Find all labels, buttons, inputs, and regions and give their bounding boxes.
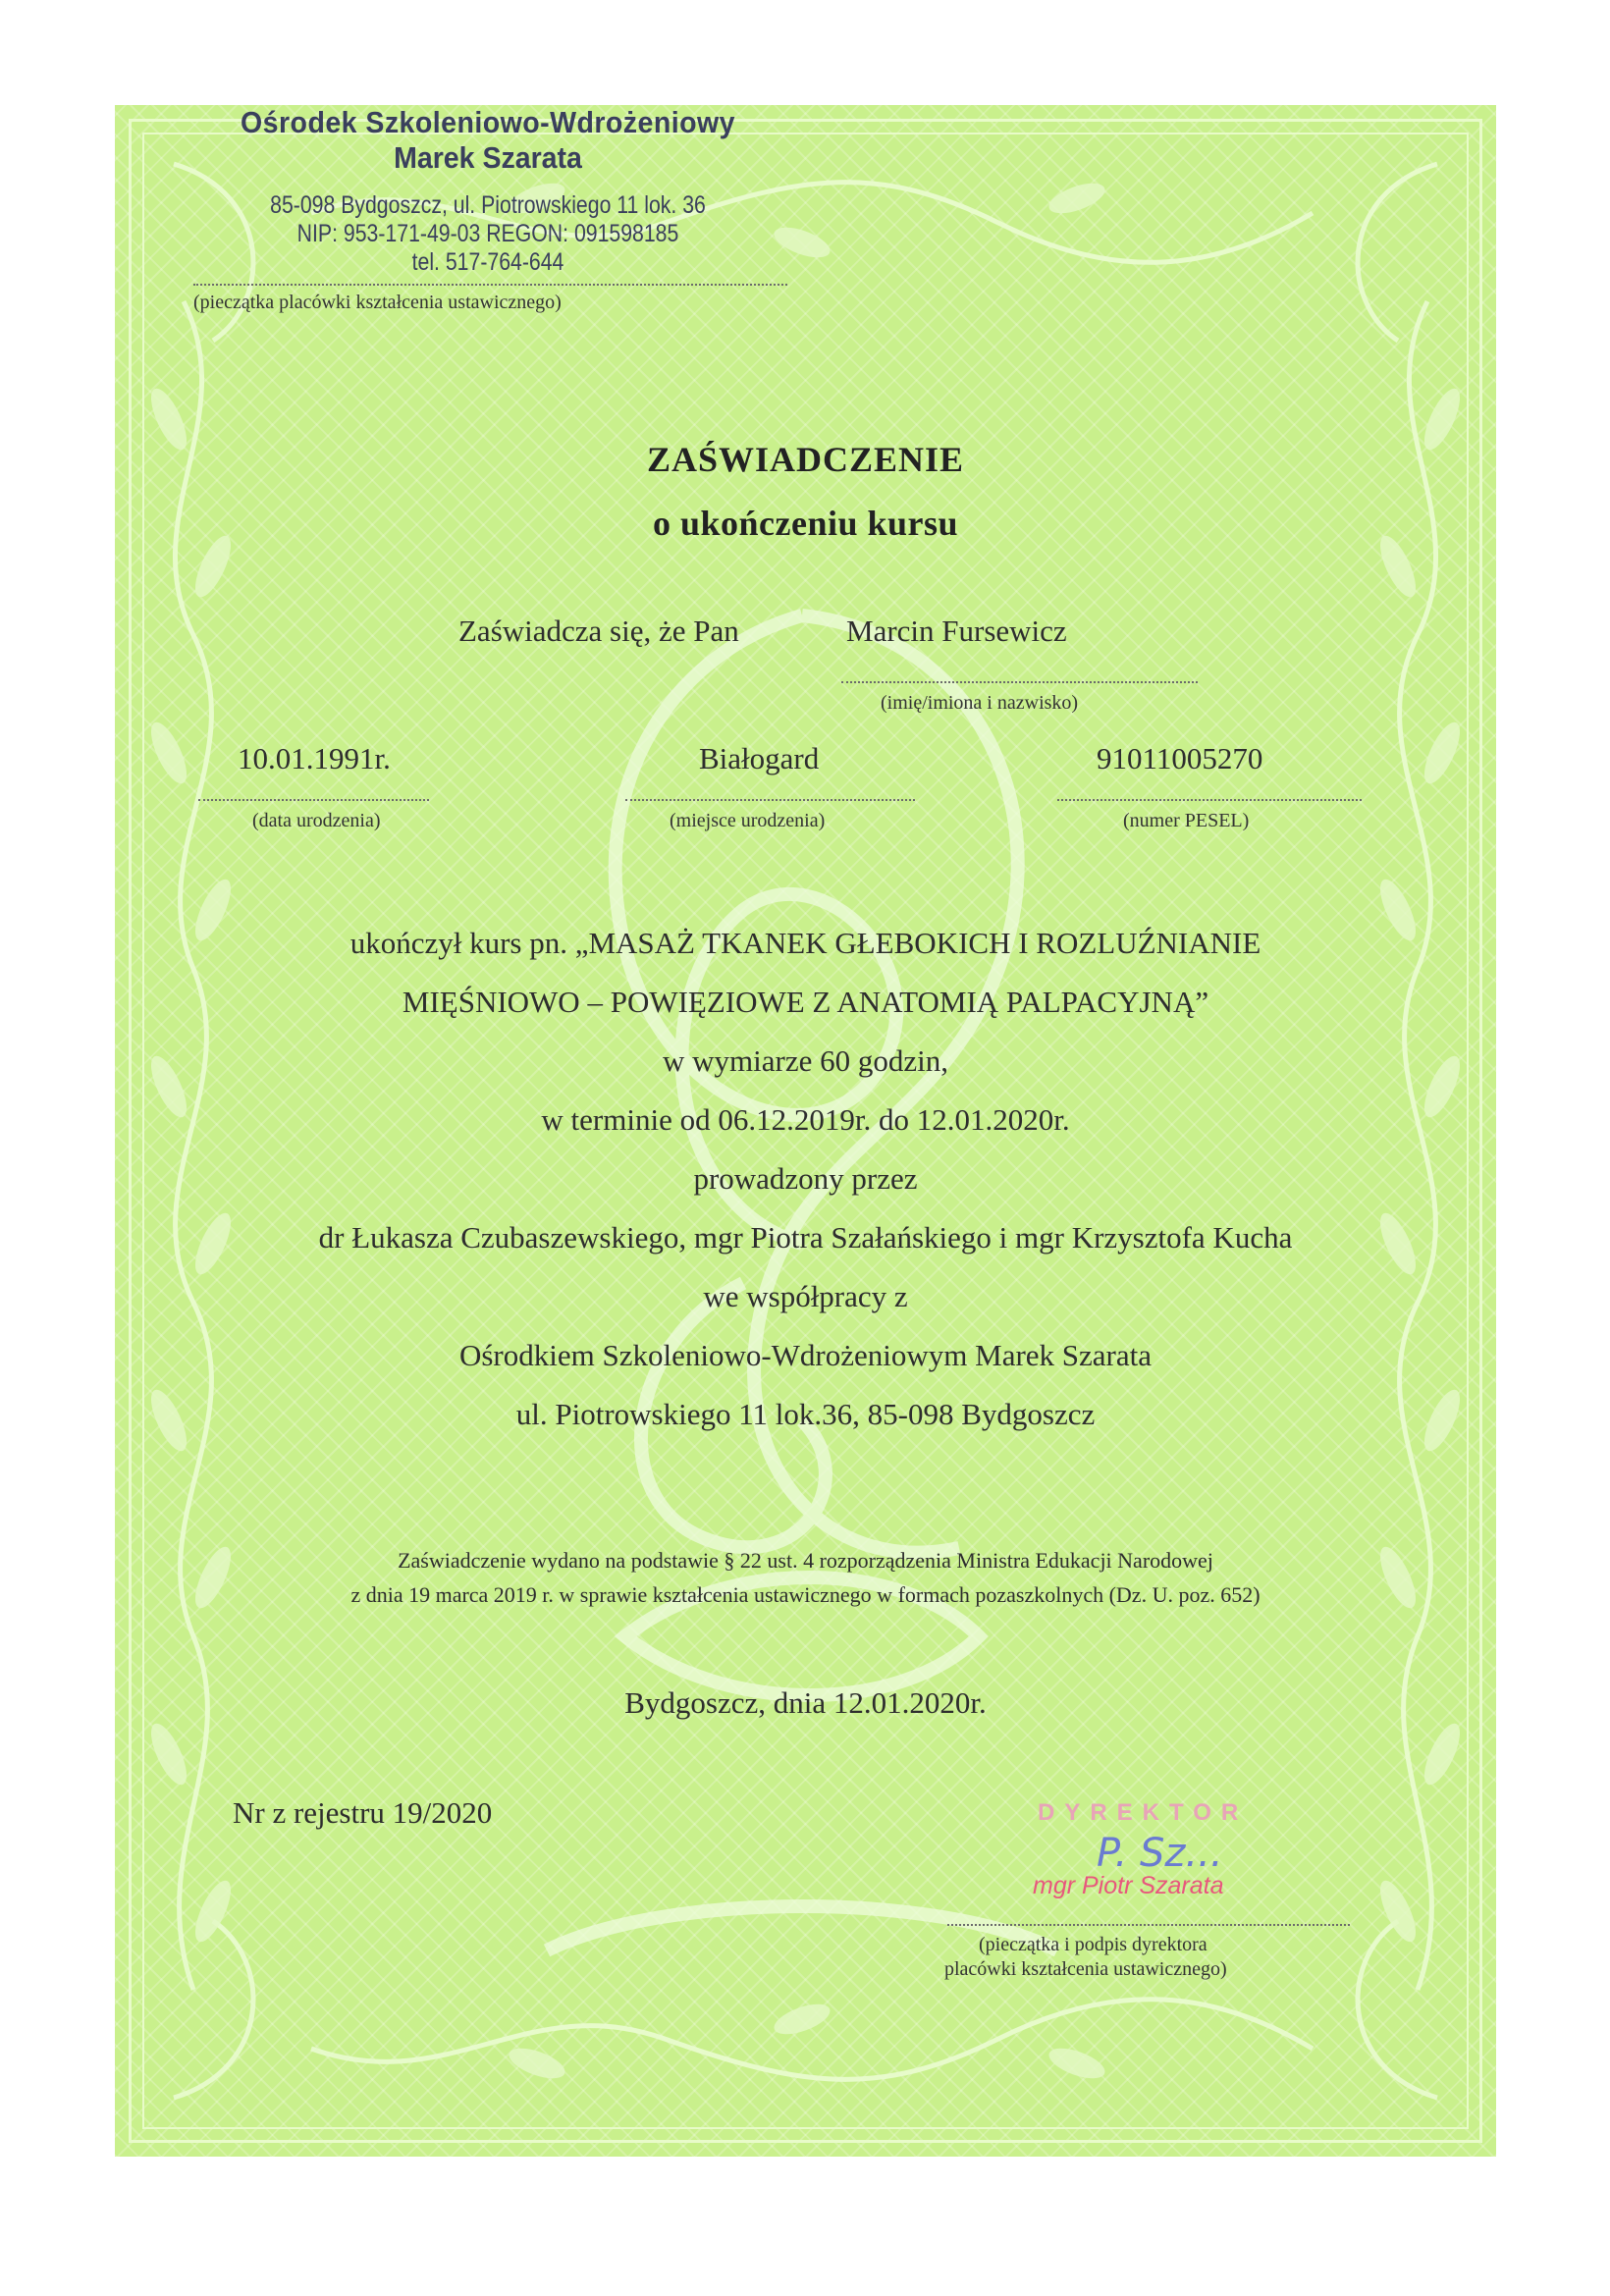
director-caption-line-1: (pieczątka i podpis dyrektora (979, 1934, 1208, 1955)
name-caption: (imię/imiona i nazwisko) (881, 692, 1079, 714)
course-line-2: MIĘŚNIOWO – POWIĘZIOWE Z ANATOMIĄ PALPACYJNĄ” (402, 985, 1209, 1019)
stamp-tax-ids: NIP: 953-171-49-03 REGON: 091598185 (296, 220, 679, 247)
certificate-sheet (115, 105, 1496, 2157)
stamp-institution-name: Ośrodek Szkoleniowo-Wdrożeniowy (241, 105, 735, 139)
birth-date: 10.01.1991r. (238, 741, 391, 775)
stamp-caption: (pieczątka placówki kształcenia ustawicznego) (193, 292, 562, 313)
cooperating-institution: Ośrodkiem Szkoleniowo-Wdrożeniowym Marek Szarata (458, 1338, 1153, 1372)
signature-dotted-line (947, 1924, 1350, 1926)
stamp-address: 85-098 Bydgoszcz, ul. Piotrowskiego 11 lok. 36 (270, 191, 706, 219)
birth-place: Białogard (699, 741, 820, 775)
stamp-dotted-line (193, 284, 787, 286)
conducted-by-label: prowadzony przez (693, 1161, 918, 1196)
stamp-owner-name: Marek Szarata (394, 140, 582, 175)
birth-date-dotted-line (198, 799, 429, 801)
name-dotted-line (841, 681, 1198, 683)
birth-place-caption: (miejsce urodzenia) (670, 810, 826, 831)
director-caption-line-2: placówki kształcenia ustawicznego) (944, 1958, 1227, 1980)
pesel-caption: (numer PESEL) (1123, 810, 1250, 831)
institution-address: ul. Piotrowskiego 11 lok.36, 85-098 Bydgoszcz (515, 1397, 1096, 1431)
document-title: ZAŚWIADCZENIE (646, 440, 965, 479)
instructors: dr Łukasza Czubaszewskiego, mgr Piotra Szałańskiego i mgr Krzysztofa Kucha (318, 1220, 1293, 1255)
birth-place-dotted-line (625, 799, 915, 801)
birth-date-caption: (data urodzenia) (252, 810, 381, 831)
pesel-number: 91011005270 (1097, 741, 1263, 775)
course-dates: w terminie od 06.12.2019r. do 12.01.2020r. (541, 1102, 1070, 1137)
pesel-dotted-line (1057, 799, 1362, 801)
legal-basis-line-2: z dnia 19 marca 2019 r. w sprawie kształcenia ustawicznego w formach pozaszkolnych (Dz. U. poz. 652) (350, 1582, 1261, 1607)
director-stamp-name: mgr Piotr Szarata (1033, 1872, 1224, 1899)
course-hours: w wymiarze 60 godzin, (663, 1043, 948, 1078)
stamp-phone: tel. 517-764-644 (411, 248, 564, 276)
cooperation-label: we współpracy z (703, 1279, 908, 1313)
certify-intro: Zaświadcza się, że Pan (458, 614, 739, 648)
director-stamp-title: DYREKTOR (1038, 1799, 1249, 1826)
legal-basis-line-1: Zaświadczenie wydano na podstawie § 22 ust. 4 rozporządzenia Ministra Edukacji Narodowej (398, 1548, 1213, 1573)
document-subtitle: o ukończeniu kursu (652, 504, 959, 543)
institution-stamp (193, 105, 782, 277)
director-signature: P. Sz... (1097, 1831, 1223, 1876)
course-line-1: ukończył kurs pn. „MASAŻ TKANEK GŁEBOKICH I ROZLUŹNIANIE (349, 926, 1261, 960)
person-name: Marcin Fursewicz (846, 614, 1067, 648)
issue-place-date: Bydgoszcz, dnia 12.01.2020r. (624, 1685, 987, 1720)
register-number: Nr z rejestru 19/2020 (233, 1795, 493, 1830)
